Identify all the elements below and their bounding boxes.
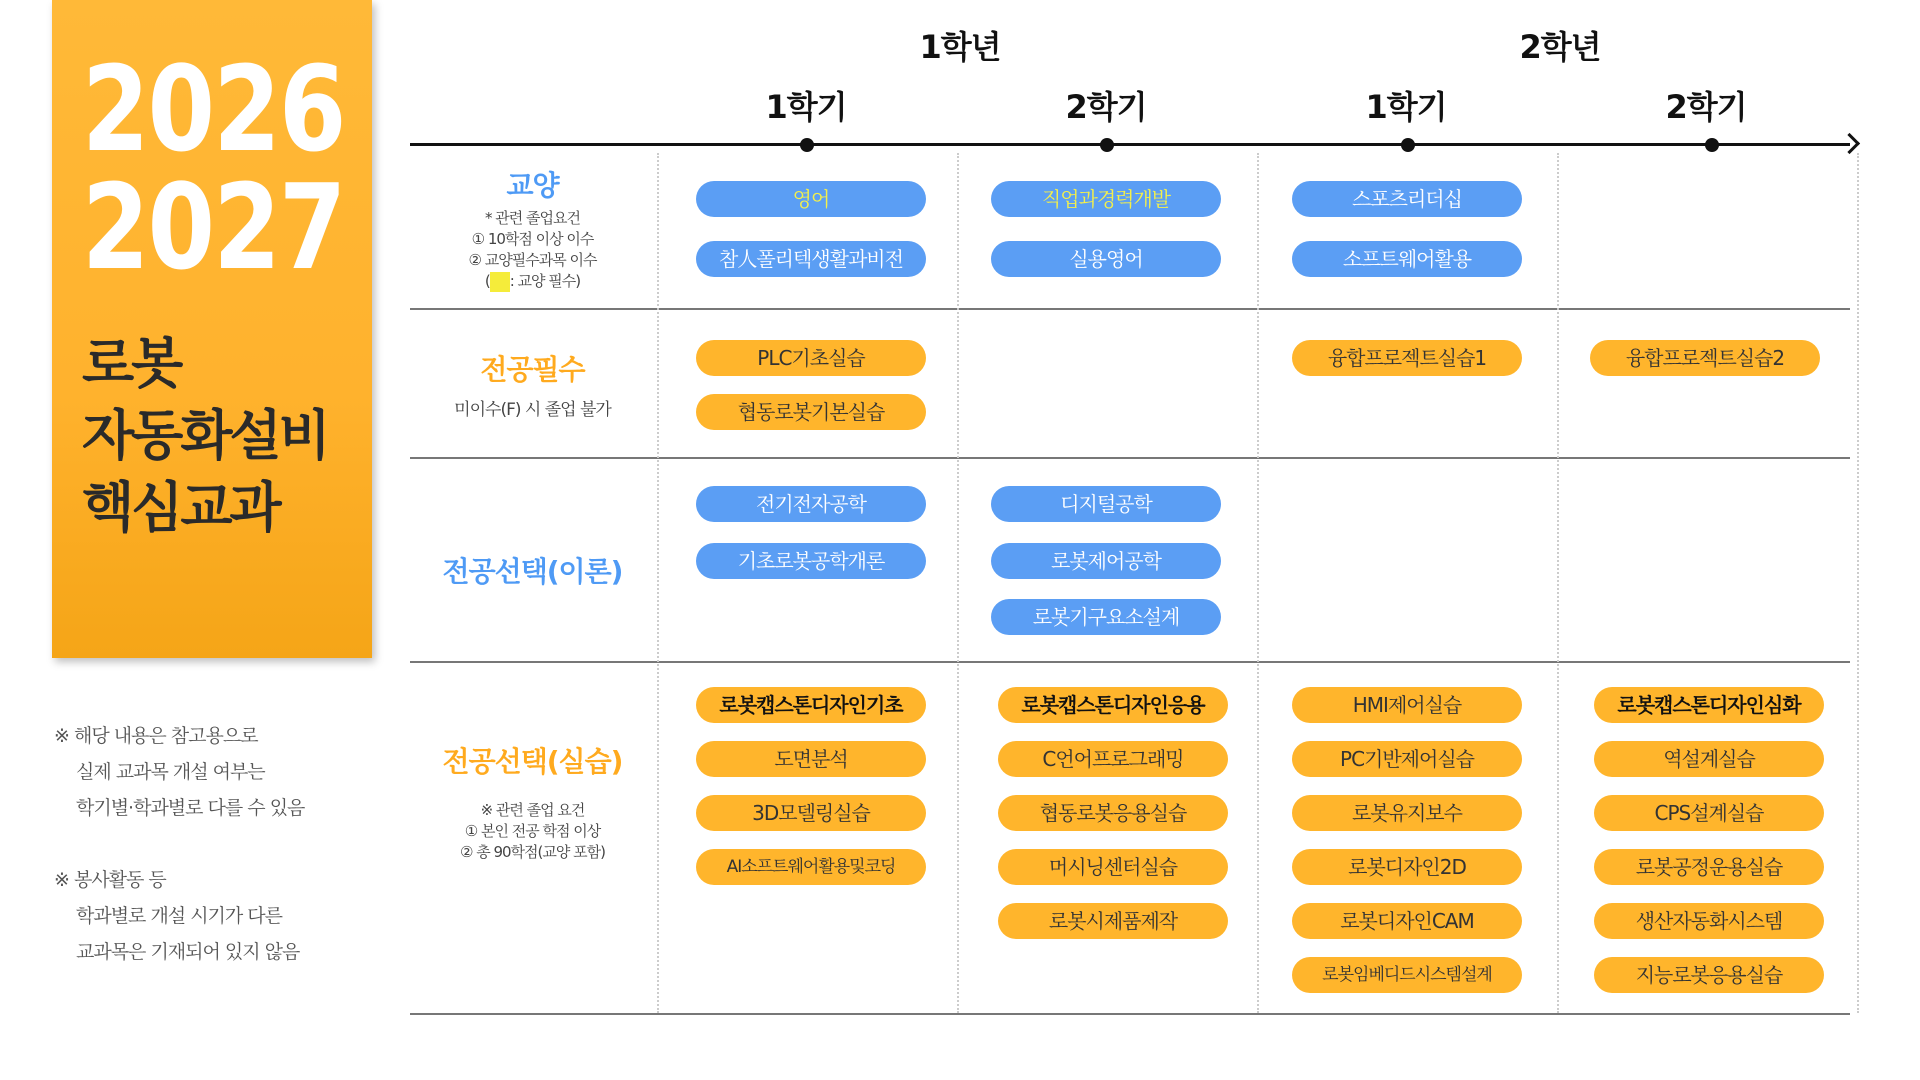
course-pill: AI소프트웨어활용및코딩: [696, 849, 926, 885]
course-pill: 실용영어: [991, 241, 1221, 277]
row-divider: [410, 661, 1850, 663]
note-line: 교과목은 기재되어 있지 않음: [76, 941, 300, 963]
row-divider: [410, 308, 1850, 310]
header-semester: 2학기: [1665, 88, 1747, 126]
course-pill: 로봇캡스톤디자인심화: [1594, 687, 1824, 723]
note-line: ※ 봉사활동 등: [54, 869, 166, 891]
header-year-2: 2학년: [1519, 28, 1601, 66]
course-pill: 3D모델링실습: [696, 795, 926, 831]
course-pill: 전기전자공학: [696, 486, 926, 522]
column-divider: [1257, 153, 1259, 1013]
course-pill: PLC기초실습: [696, 340, 926, 376]
header-semester: 1학기: [1365, 88, 1447, 126]
course-pill: 참人폴리텍생활과비전: [696, 241, 926, 277]
course-pill: 로봇캡스톤디자인응용: [998, 687, 1228, 723]
header-year-1: 1학년: [919, 28, 1001, 66]
timeline-dot: [1100, 138, 1114, 152]
course-pill: 생산자동화시스템: [1594, 903, 1824, 939]
column-divider: [957, 153, 959, 1013]
header-semester: 1학기: [765, 88, 847, 126]
card-title-line: 로봇: [82, 332, 181, 395]
timeline-dot: [1705, 138, 1719, 152]
course-pill: 로봇제어공학: [991, 543, 1221, 579]
row-divider: [410, 457, 1850, 459]
course-pill: 머시닝센터실습: [998, 849, 1228, 885]
year-start: 2026: [82, 40, 345, 178]
category-general-requirements: * 관련 졸업요건 ① 10학점 이상 이수 ② 교양필수과목 이수 ( : 교양 필수): [468, 209, 597, 290]
note-line: 학과별로 개설 시기가 다른: [76, 905, 283, 927]
course-pill: 로봇유지보수: [1292, 795, 1522, 831]
course-pill: 기초로봇공학개론: [696, 543, 926, 579]
course-pill: 지능로봇응용실습: [1594, 957, 1824, 993]
timeline-dot: [800, 138, 814, 152]
required-swatch: [490, 272, 510, 292]
category-practice-title: 전공선택(실습): [442, 745, 623, 778]
course-pill: 소프트웨어활용: [1292, 241, 1522, 277]
note-line: 학기별·학과별로 다를 수 있음: [76, 797, 305, 819]
course-pill: 융합프로젝트실습2: [1590, 340, 1820, 376]
card-title: [82, 328, 382, 544]
category-practice-requirements: ※ 관련 졸업 요건 ① 본인 전공 학점 이상 ② 총 90학점(교양 포함): [460, 801, 605, 861]
course-pill: PC기반제어실습: [1292, 741, 1522, 777]
column-divider: [1857, 153, 1859, 1013]
course-pill: 직업과경력개발: [991, 181, 1221, 217]
course-pill: 협동로봇응용실습: [998, 795, 1228, 831]
course-pill: HMI제어실습: [1292, 687, 1522, 723]
note-line: 실제 교과목 개설 여부는: [76, 761, 265, 783]
course-pill: 로봇기구요소설계: [991, 599, 1221, 635]
course-pill: 로봇디자인2D: [1292, 849, 1522, 885]
year-end: 2027: [82, 158, 345, 296]
course-pill: 협동로봇기본실습: [696, 394, 926, 430]
course-pill: 로봇공정운용실습: [1594, 849, 1824, 885]
course-pill: 로봇임베디드시스템설계: [1292, 957, 1522, 993]
header-semester: 2학기: [1065, 88, 1147, 126]
course-pill: 디지털공학: [991, 486, 1221, 522]
card-title-line: 핵심교과: [82, 476, 279, 539]
course-pill: 로봇디자인CAM: [1292, 903, 1522, 939]
notes: [54, 718, 374, 970]
title-card: [52, 0, 372, 658]
arrow-right-icon: [1839, 133, 1860, 154]
course-pill: 영어: [696, 181, 926, 217]
category-general-title: 교양: [506, 169, 559, 202]
category-theory-title: 전공선택(이론): [442, 555, 623, 588]
course-pill: 스포츠리더십: [1292, 181, 1522, 217]
category-required-title: 전공필수: [480, 353, 585, 386]
row-divider: [410, 1013, 1850, 1015]
course-pill: 역설계실습: [1594, 741, 1824, 777]
note-line: ※ 해당 내용은 참고용으로: [54, 725, 258, 747]
course-pill: C언어프로그래밍: [998, 741, 1228, 777]
timeline-axis: [410, 143, 1850, 146]
category-required-note: 미이수(F) 시 졸업 불가: [454, 400, 611, 420]
course-pill: 도면분석: [696, 741, 926, 777]
course-pill: 융합프로젝트실습1: [1292, 340, 1522, 376]
card-title-line: 자동화설비: [82, 404, 328, 467]
column-divider: [1557, 153, 1559, 1013]
course-pill: CPS설계실습: [1594, 795, 1824, 831]
course-pill: 로봇시제품제작: [998, 903, 1228, 939]
course-pill: 로봇캡스톤디자인기초: [696, 687, 926, 723]
timeline-dot: [1401, 138, 1415, 152]
column-divider: [657, 153, 659, 1013]
